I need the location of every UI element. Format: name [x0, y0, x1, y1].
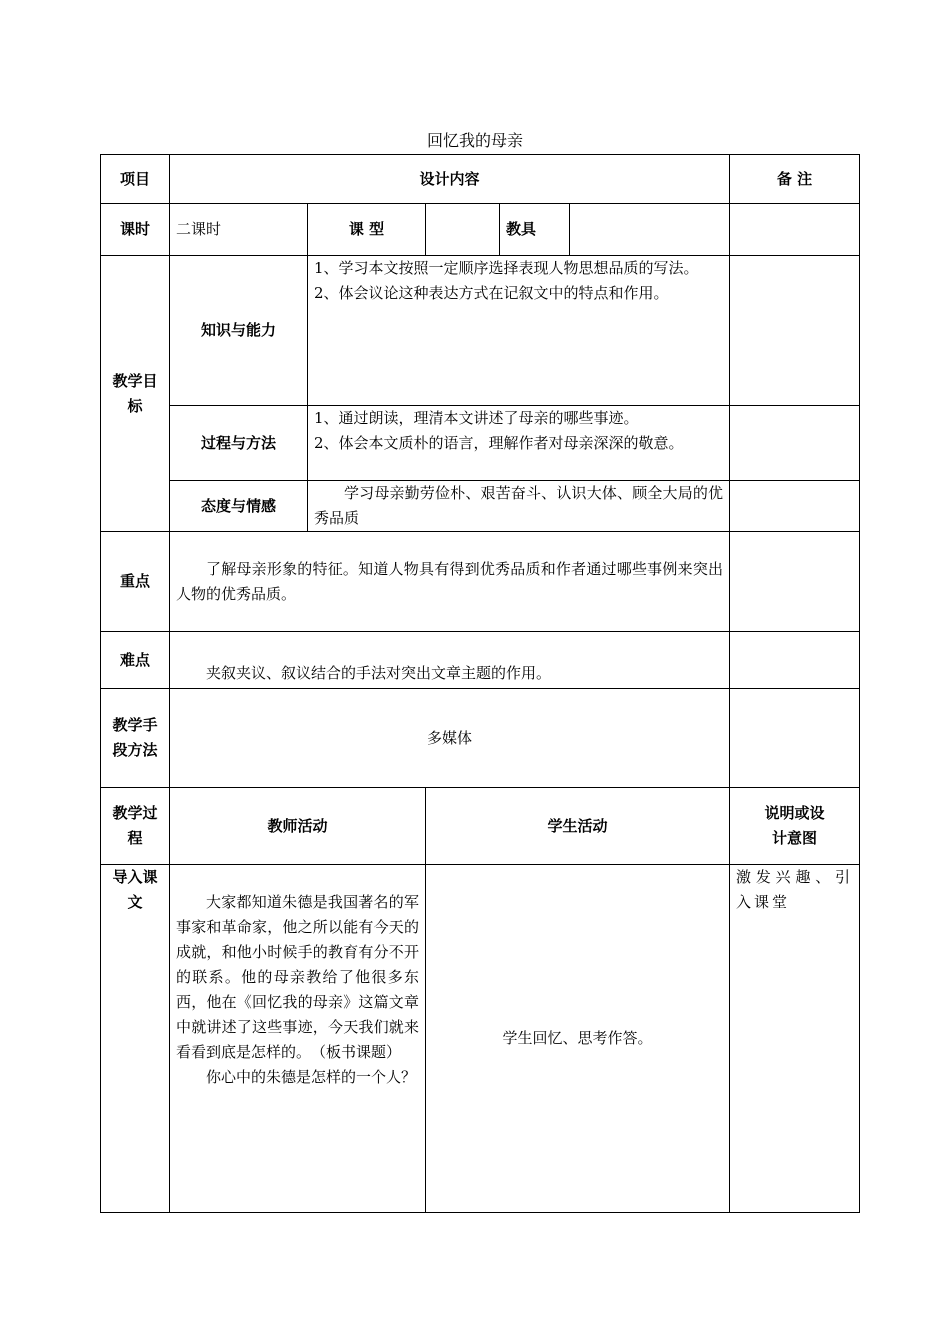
difficulty-content: 夹叙夹议、叙议结合的手法对突出文章主题的作用。 [170, 632, 730, 689]
means-label: 教学手段方法 [101, 689, 170, 788]
means-note [730, 689, 860, 788]
type-label: 课 型 [308, 204, 426, 256]
header-item: 项目 [101, 155, 170, 204]
period-row [101, 204, 860, 256]
key-point-note [730, 532, 860, 632]
tools-label: 教具 [500, 204, 570, 256]
process-header-label: 教学过程 [101, 788, 170, 865]
goal-process-row [101, 406, 860, 481]
period-value: 二课时 [170, 204, 308, 256]
student-activity-header: 学生活动 [426, 788, 730, 865]
key-point-label: 重点 [101, 532, 170, 632]
design-intent-header: 说明或设计意图 [730, 788, 860, 865]
intro-teacher-p2: 你心中的朱德是怎样的一个人？ [206, 1068, 417, 1086]
attitude-label: 态度与情感 [170, 481, 308, 532]
key-point-row [101, 532, 860, 632]
knowledge-line-2: 2、体会议论这种表达方式在记叙文中的特点和作用。 [314, 284, 669, 302]
teacher-activity-header: 教师活动 [170, 788, 426, 865]
attitude-content: 学习母亲勤劳俭朴、艰苦奋斗、认识大体、顾全大局的优秀品质 [308, 481, 730, 532]
process-content [308, 406, 730, 481]
attitude-note [730, 481, 860, 532]
tools-value [570, 204, 730, 256]
lesson-plan-table [100, 154, 860, 1213]
period-note [730, 204, 860, 256]
document-title: 回忆我的母亲 [426, 131, 523, 150]
difficulty-label: 难点 [101, 632, 170, 689]
goals-label-text: 教学目标 [112, 371, 158, 415]
difficulty-row [101, 632, 860, 689]
means-content: 多媒体 [170, 689, 730, 788]
key-point-content: 了解母亲形象的特征。知道人物具有得到优秀品质和作者通过哪些事例来突出人物的优秀品质。 [170, 532, 730, 632]
intro-note: 激发兴趣、引入课堂 [730, 865, 860, 1213]
intro-student: 学生回忆、思考作答。 [426, 865, 730, 1213]
knowledge-note [730, 256, 860, 406]
process-header-row [101, 788, 860, 865]
difficulty-note [730, 632, 860, 689]
type-value [426, 204, 500, 256]
process-line-2: 2、体会本文质朴的语言，理解作者对母亲深深的敬意。 [314, 434, 684, 452]
process-label: 过程与方法 [170, 406, 308, 481]
intro-teacher-p1: 大家都知道朱德是我国著名的军事家和革命家，他之所以能有今天的成就，和他小时候手的教育有分不开的联系。他的母亲教给了他很多东西，他在《回忆我的母亲》这篇文章中就讲述了这些事迹，今天我们就来看看到底是怎样的。 （板书课题） [176, 893, 419, 1061]
header-note: 备 注 [730, 155, 860, 204]
knowledge-label: 知识与能力 [170, 256, 308, 406]
goal-attitude-row [101, 481, 860, 532]
header-content: 设计内容 [170, 155, 730, 204]
process-line-1: 1、通过朗读，理清本文讲述了母亲的哪些事迹。 [314, 409, 639, 427]
header-row [101, 155, 860, 204]
goal-knowledge-row [101, 256, 860, 406]
goals-label [101, 256, 170, 532]
knowledge-line-1: 1、学习本文按照一定顺序选择表现人物思想品质的写法。 [314, 259, 699, 277]
process-note [730, 406, 860, 481]
period-label: 课时 [101, 204, 170, 256]
intro-row [101, 865, 860, 1213]
means-row [101, 689, 860, 788]
intro-teacher [170, 865, 426, 1213]
intro-label: 导入课文 [101, 865, 170, 1213]
knowledge-content [308, 256, 730, 406]
